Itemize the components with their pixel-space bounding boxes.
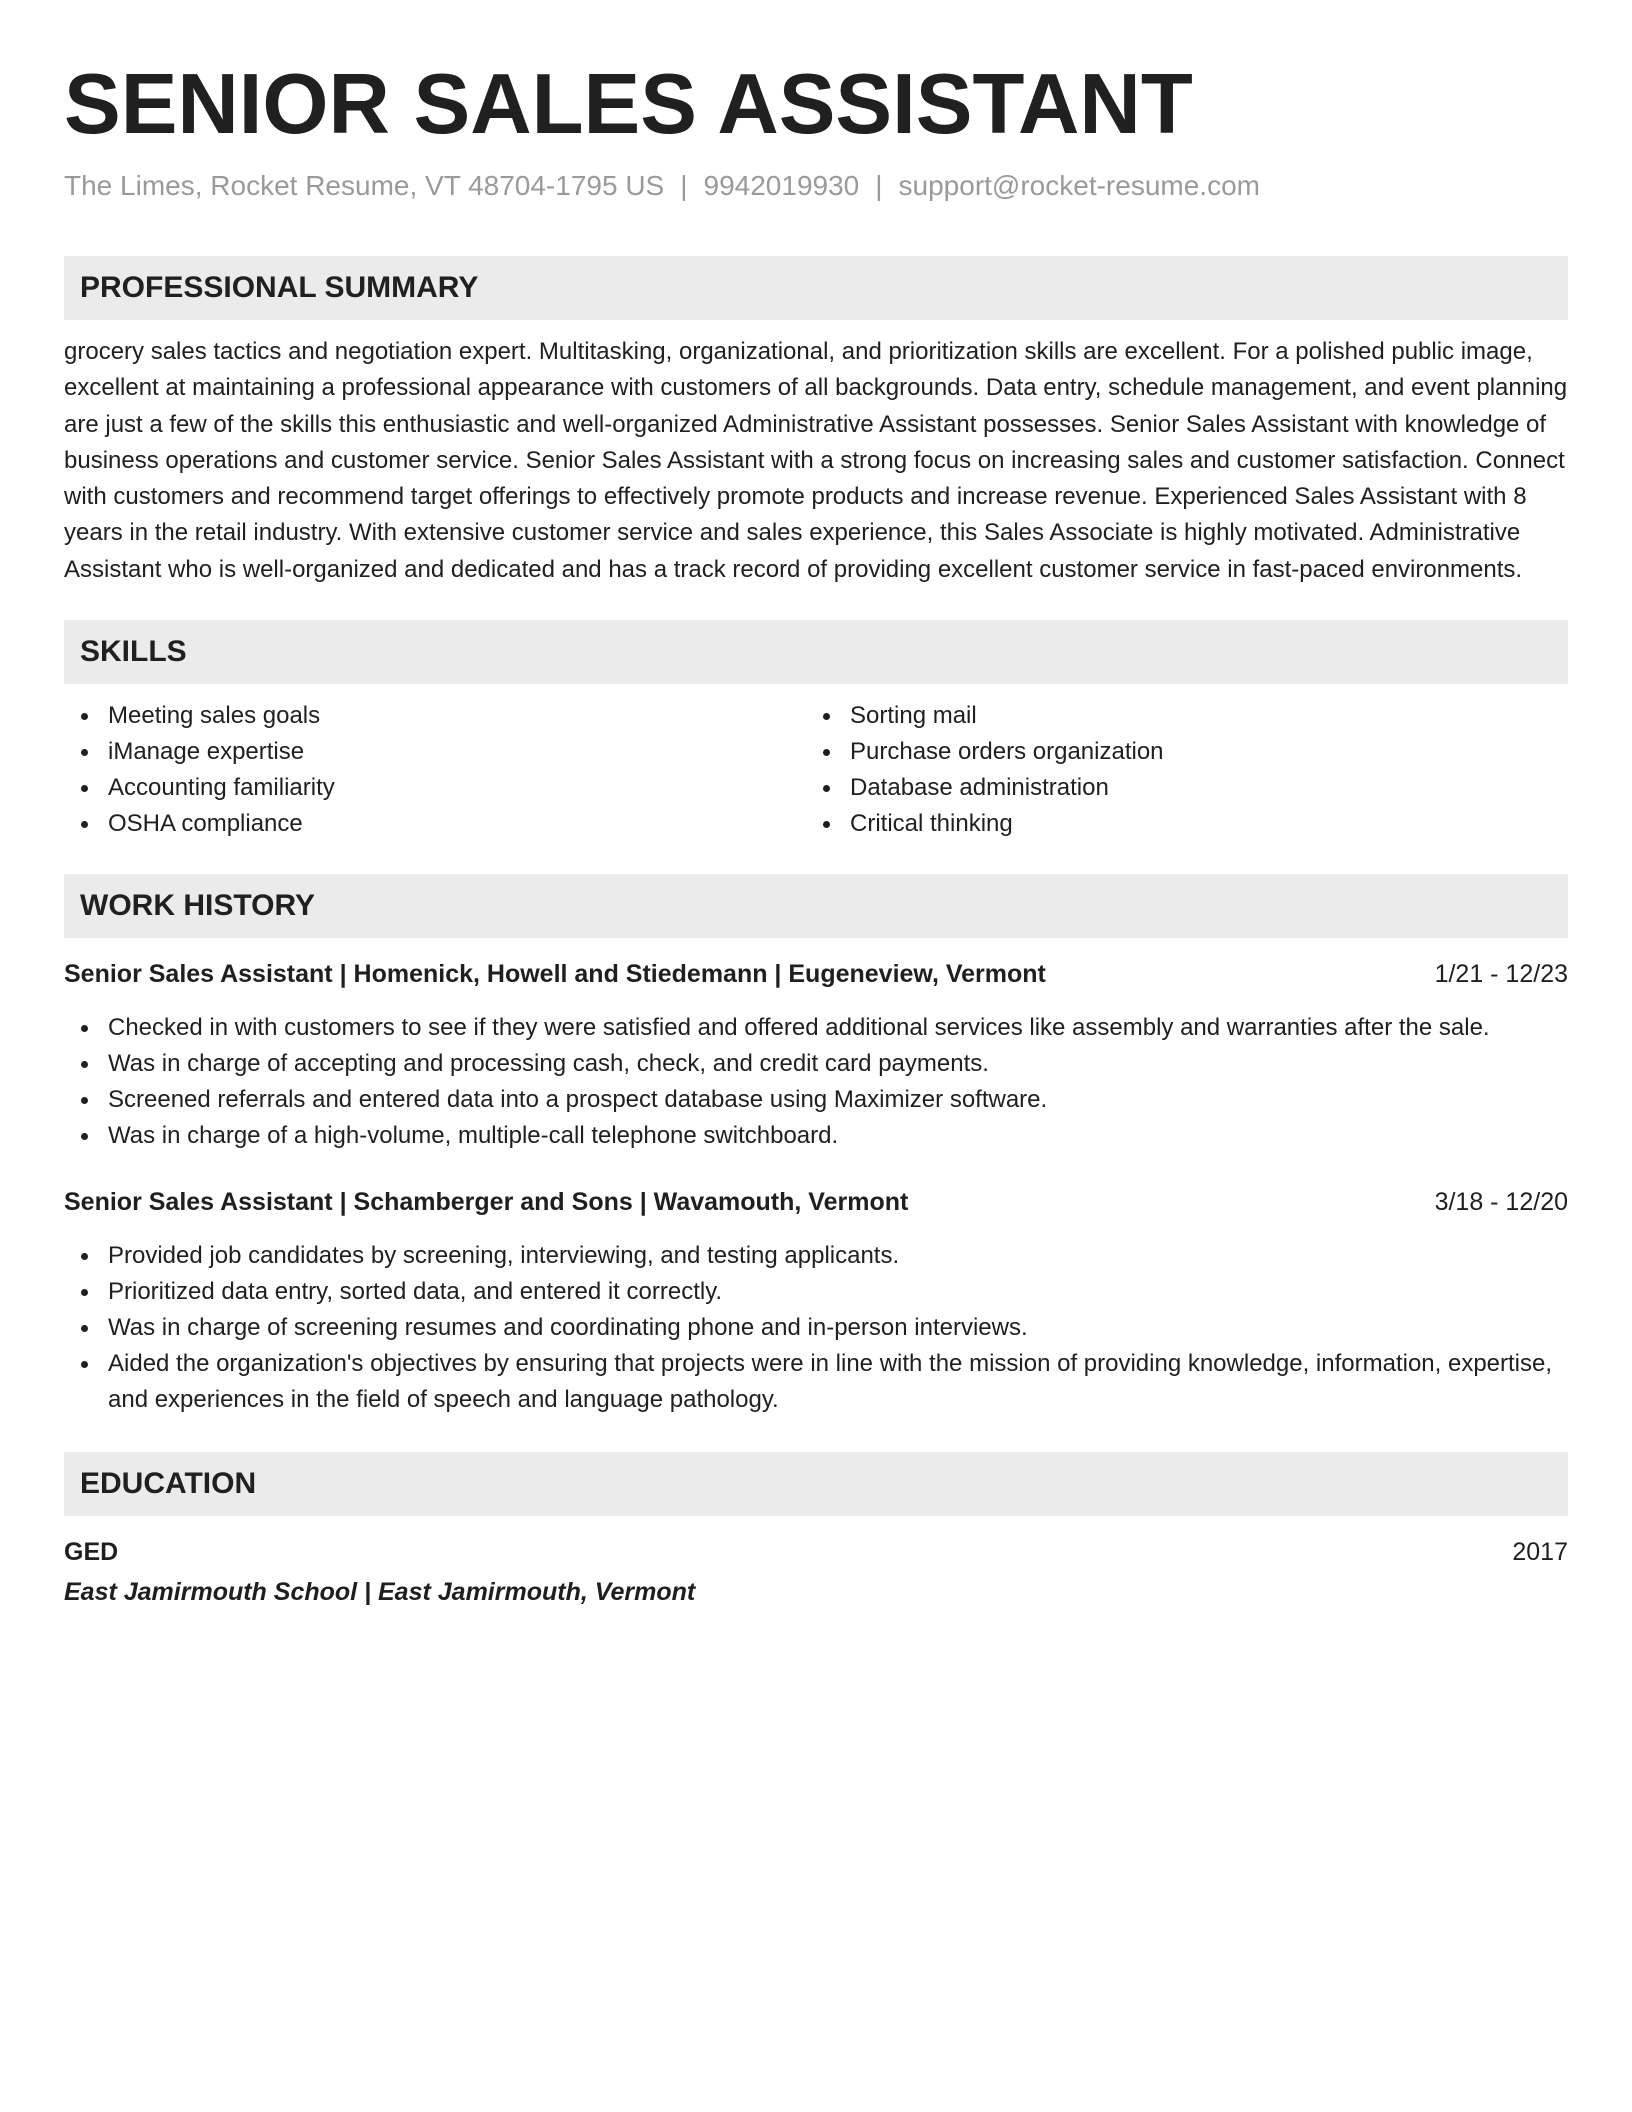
skills-grid [64,698,1568,842]
job-bullet: Was in charge of a high-volume, multiple-call telephone switchboard. [64,1118,1568,1154]
job-bullet: Checked in with customers to see if they were satisfied and offered additional services like assembly and warranties after the sale. [64,1010,1568,1046]
skills-heading: SKILLS [64,620,1568,684]
job-dates: 1/21 - 12/23 [1434,960,1568,989]
job-bullets [64,1010,1568,1154]
skill-item: Accounting familiarity [64,770,806,806]
summary-heading: PROFESSIONAL SUMMARY [64,256,1568,320]
contact-separator: | [680,170,688,201]
contact-address: The Limes, Rocket Resume, VT 48704-1795 US [64,170,665,201]
contact-phone: 9942019930 [703,170,860,201]
contact-separator: | [875,170,883,201]
resume-name-title: SENIOR SALES ASSISTANT [64,57,1193,152]
job-bullet: Was in charge of accepting and processing cash, check, and credit card payments. [64,1046,1568,1082]
job-header [64,956,1568,992]
job-title: Senior Sales Assistant | Homenick, Howell and Stiedemann | Eugeneview, Vermont [64,960,1046,989]
education-heading: EDUCATION [64,1452,1568,1516]
skill-item: OSHA compliance [64,806,806,842]
skills-column-right [806,698,1548,842]
education-year: 2017 [1512,1538,1568,1567]
education-school: East Jamirmouth School | East Jamirmouth, Vermont [64,1578,696,1607]
job-title: Senior Sales Assistant | Schamberger and Sons | Wavamouth, Vermont [64,1188,909,1217]
work-history-section [64,874,1568,1418]
skills-section [64,620,1568,842]
skill-item: Purchase orders organization [806,734,1548,770]
resume-page [64,0,1568,1610]
job-bullet: Was in charge of screening resumes and coordinating phone and in-person interviews. [64,1310,1568,1346]
skill-item: Database administration [806,770,1548,806]
job-bullet: Prioritized data entry, sorted data, and entered it correctly. [64,1274,1568,1310]
job-bullets [64,1238,1568,1418]
job-entry [64,956,1568,1154]
work-history-heading: WORK HISTORY [64,874,1568,938]
skill-item: Critical thinking [806,806,1548,842]
skill-item: Sorting mail [806,698,1548,734]
summary-text: grocery sales tactics and negotiation expert. Multitasking, organizational, and prioritization skills are excellent. For a polished public image, excellent at maintaining a professional appearance with customers of all backgrounds. Data entry, schedule management, and event planning are just a few of the skills this enthusiastic and well-organized Administrative Assistant possesses. Senior Sales Assistant with knowledge of business operations and customer service. Senior Sales Assistant with a strong focus on increasing sales and customer satisfaction. Connect with customers and recommend target offerings to effectively promote products and increase revenue. Experienced Sales Assistant with 8 years in the retail industry. With extensive customer service and sales experience, this Sales Associate is highly motivated. Administrative Assistant who is well-organized and dedicated and has a track record of providing excellent customer service in fast-paced environments. [64,338,1568,583]
contact-line [64,168,1568,204]
job-bullet: Aided the organization's objectives by ensuring that projects were in line with the mission of providing knowledge, information, expertise, and experiences in the field of speech and language pathology. [64,1346,1568,1418]
job-dates: 3/18 - 12/20 [1434,1188,1568,1217]
skill-item: Meeting sales goals [64,698,806,734]
job-header [64,1184,1568,1220]
education-section [64,1452,1568,1610]
job-bullet: Provided job candidates by screening, interviewing, and testing applicants. [64,1238,1568,1274]
education-header [64,1534,1568,1570]
job-entry [64,1184,1568,1418]
skills-column-left [64,698,806,842]
summary-section [64,256,1568,588]
education-degree: GED [64,1538,119,1567]
skill-item: iManage expertise [64,734,806,770]
job-bullet: Screened referrals and entered data into a prospect database using Maximizer software. [64,1082,1568,1118]
contact-email: support@rocket-resume.com [898,170,1260,201]
